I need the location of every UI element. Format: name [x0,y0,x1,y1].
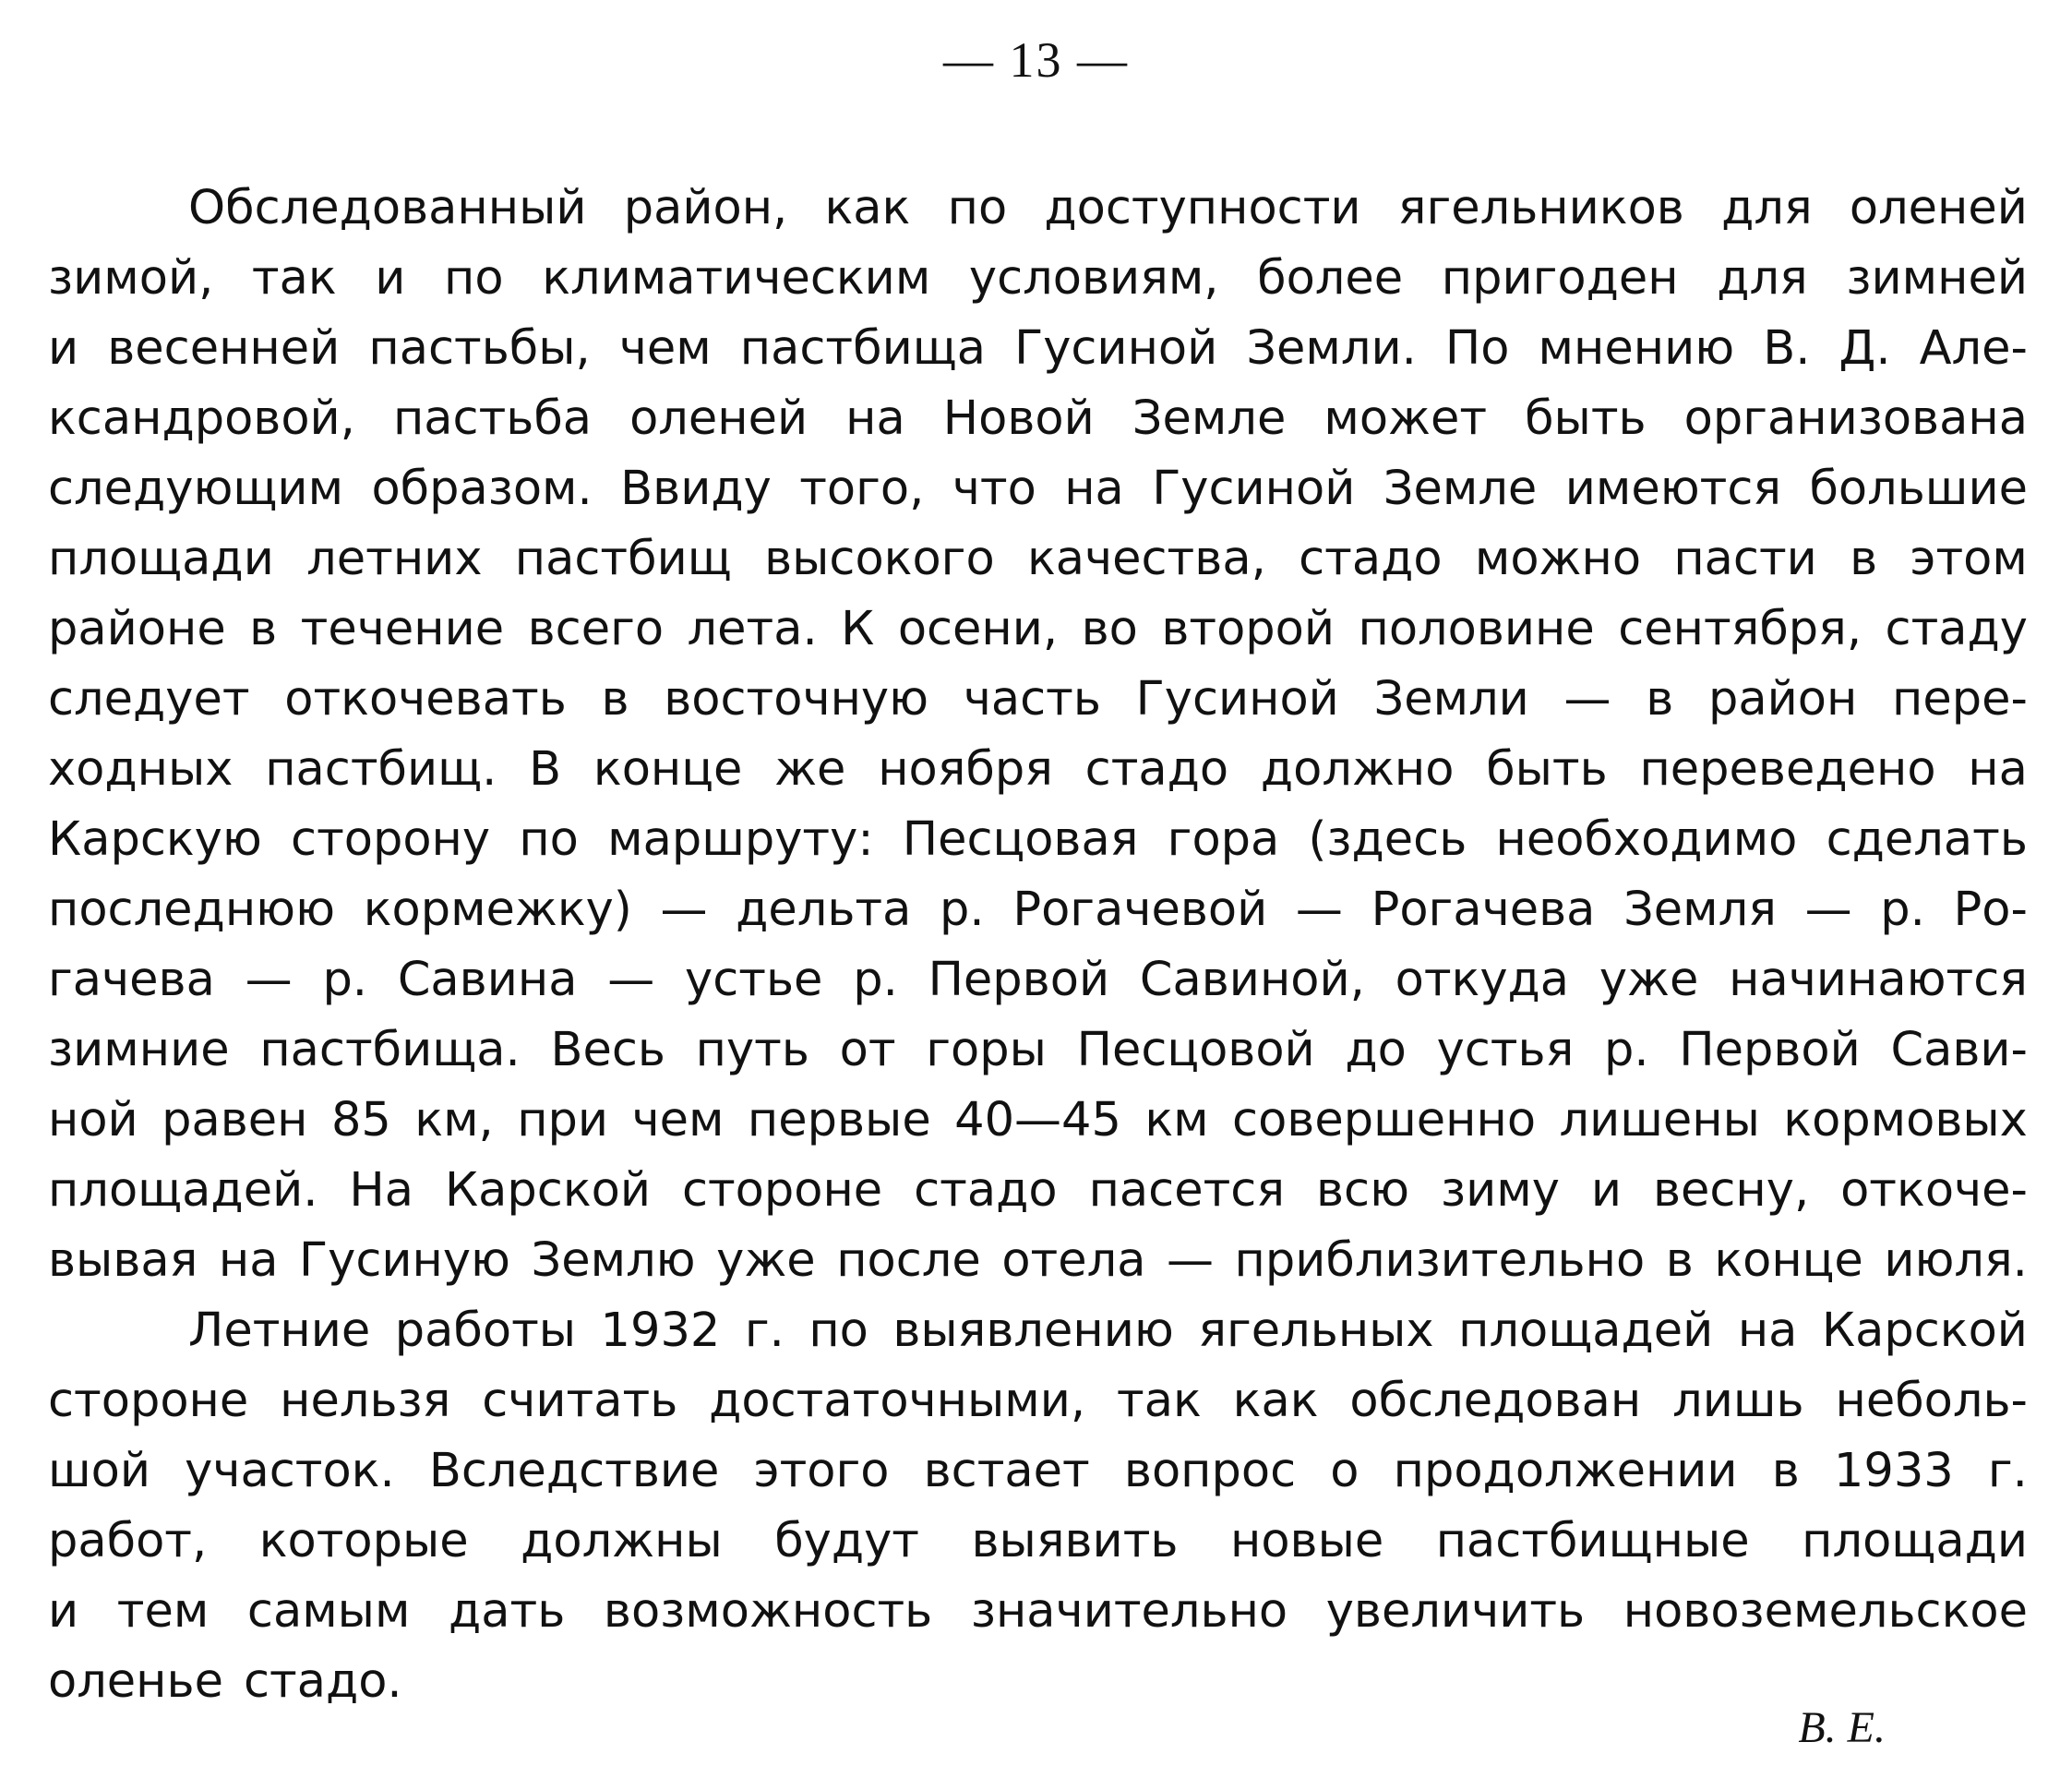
text-line: Летние работы 1932 г. по выявлению ягельных площадей на Карской [188,1303,2028,1358]
text-line: зимние пастбища. Весь путь от горы Песцовой до устья р. Первой Сави- [48,1023,2028,1077]
body-text [48,174,2028,1717]
text-line: ходных пастбищ. В конце же ноября стадо должно быть переведено на [48,742,2028,797]
text-line: стороне нельзя считать достаточными, так как обследован лишь неболь- [48,1374,2028,1428]
text-line: работ, которые должны будут выявить новые пастбищные площади [48,1514,2028,1568]
text-line: площади летних пастбищ высокого качества, стадо можно пасти в этом [48,532,2028,586]
text-line: шой участок. Вследствие этого встает вопрос о продолжении в 1933 г. [48,1444,2028,1498]
text-line: районе в течение всего лета. К осени, во второй половине сентября, стаду [48,602,2028,656]
text-line: ксандровой, пастьба оленей на Новой Земле может быть организована [48,391,2028,446]
text-line: гачева — р. Савина — устье р. Первой Савиной, откуда уже начинаются [48,953,2028,1007]
page-number: — 13 — [943,32,1129,88]
text-line: вывая на Гусиную Землю уже после отела — приблизительно в конце июля. [48,1233,2028,1288]
text-line: последнюю кормежку) — дельта р. Рогачевой — Рогачева Земля — р. Ро- [48,883,2028,937]
text-line: зимой, так и по климатическим условиям, более пригоден для зимней [48,251,2028,306]
text-line: площадей. На Карской стороне стадо пасется всю зиму и весну, откоче- [48,1163,2028,1218]
text-line: ной равен 85 км, при чем первые 40—45 км совершенно лишены кормовых [48,1093,2028,1147]
author-signature: В. Е. [1798,1703,1886,1752]
text-line: Карскую сторону по маршруту: Песцовая гора (здесь необходимо сделать [48,812,2028,867]
text-line: следует откочевать в восточную часть Гусиной Земли — в район пере- [48,672,2028,727]
text-line: Обследованный район, как по доступности ягельников для оленей [188,181,2028,235]
text-line: и весенней пастьбы, чем пастбища Гусиной Земли. По мнению В. Д. Але- [48,321,2028,376]
text-line: следующим образом. Ввиду того, что на Гусиной Земле имеются большие [48,462,2028,516]
text-line: и тем самым дать возможность значительно увеличить новоземельское [48,1584,2028,1639]
text-line: оленье стадо. [48,1654,402,1709]
